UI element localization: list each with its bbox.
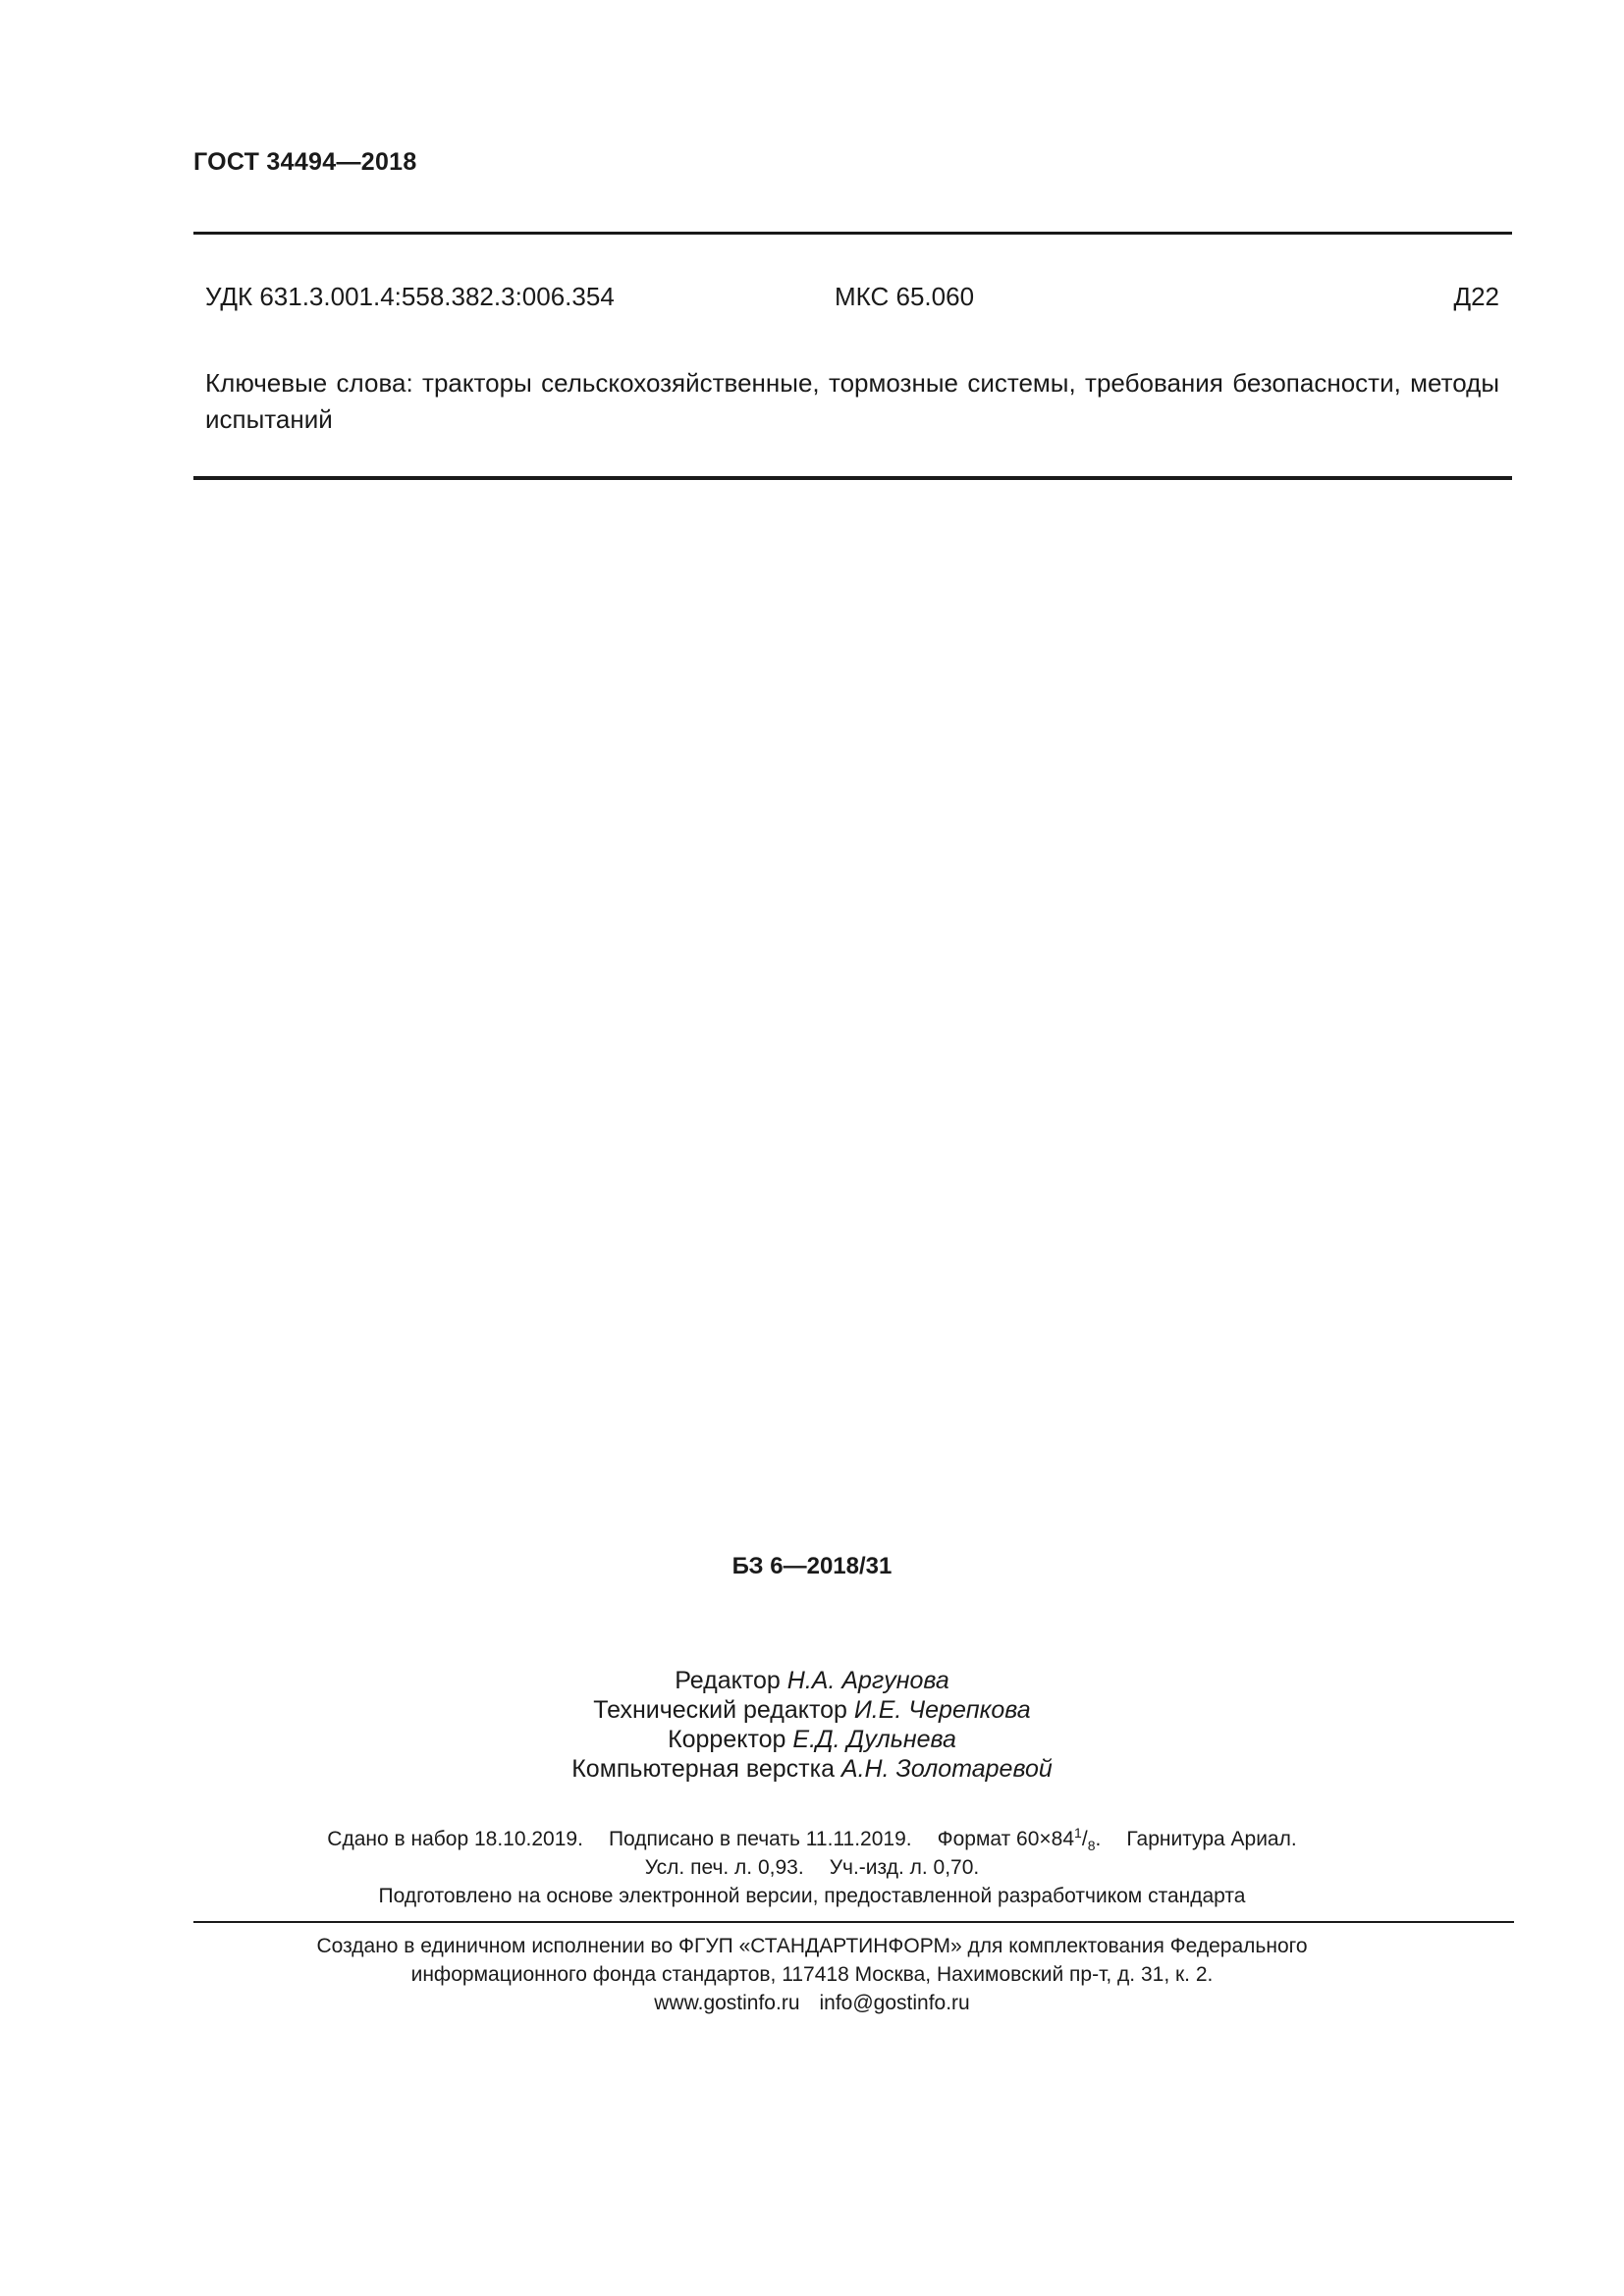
submitted-date: Сдано в набор 18.10.2019. <box>327 1828 583 1850</box>
credits-block <box>0 1666 1624 1784</box>
publisher-line-2: информационного фонда стандартов, 117418 Москва, Нахимовский пр-т, д. 31, к. 2. <box>410 1963 1214 1986</box>
signed-date: Подписано в печать 11.11.2019. <box>608 1828 912 1850</box>
credit-name: А.Н. Золотаревой <box>840 1755 1053 1783</box>
imprint-block <box>0 1825 1624 1910</box>
paper-format: Формат $60\times 84^1/_8$. <box>937 1825 1102 1854</box>
keywords-paragraph: Ключевые слова: тракторы сельскохозяйственные, тормозные системы, требования безопасности, методы испытаний <box>205 368 1499 434</box>
print-sheets: Усл. печ. л. 0,93. <box>644 1856 804 1879</box>
credit-role: Редактор <box>675 1667 781 1694</box>
credit-role: Технический редактор <box>593 1696 847 1724</box>
email-link[interactable]: info@gostinfo.ru <box>819 1992 970 2014</box>
top-divider <box>193 232 1512 235</box>
imprint-line-1 <box>0 1825 1624 1853</box>
credit-role: Корректор <box>668 1726 786 1753</box>
prepared-note: Подготовлено на основе электронной версии, предоставленной разработчиком стандарта <box>378 1885 1246 1907</box>
publisher-divider <box>193 1921 1514 1923</box>
credit-name: Е.Д. Дульнева <box>792 1726 956 1753</box>
credit-editor <box>0 1666 1624 1695</box>
credit-name: Н.А. Аргунова <box>786 1667 949 1694</box>
edition-code: БЗ 6—2018/31 <box>731 1553 893 1579</box>
imprint-line-2 <box>0 1853 1624 1882</box>
udk-code: УДК 631.3.001.4:558.382.3:006.354 <box>205 282 615 311</box>
credit-layout <box>0 1754 1624 1784</box>
document-id: ГОСТ 34494—2018 <box>193 148 417 176</box>
publisher-contacts <box>0 1989 1624 2017</box>
mks-code: МКС 65.060 <box>835 282 975 311</box>
website-link[interactable]: www.gostinfo.ru <box>654 1992 800 2014</box>
publisher-block <box>0 1932 1624 2017</box>
typeface: Гарнитура Ариал. <box>1126 1828 1297 1850</box>
credit-technical-editor <box>0 1695 1624 1725</box>
credit-name: И.Е. Черепкова <box>853 1696 1031 1724</box>
keywords-divider <box>193 476 1512 480</box>
publisher-line-1: Создано в единичном исполнении во ФГУП «СТАНДАРТИНФОРМ» для комплектования Федерального <box>316 1935 1308 1957</box>
okstu-code: Д22 <box>1453 282 1499 311</box>
publisher-sheets: Уч.-изд. л. 0,70. <box>829 1856 980 1879</box>
credit-proofreader <box>0 1725 1624 1754</box>
credit-role: Компьютерная верстка <box>571 1755 841 1783</box>
